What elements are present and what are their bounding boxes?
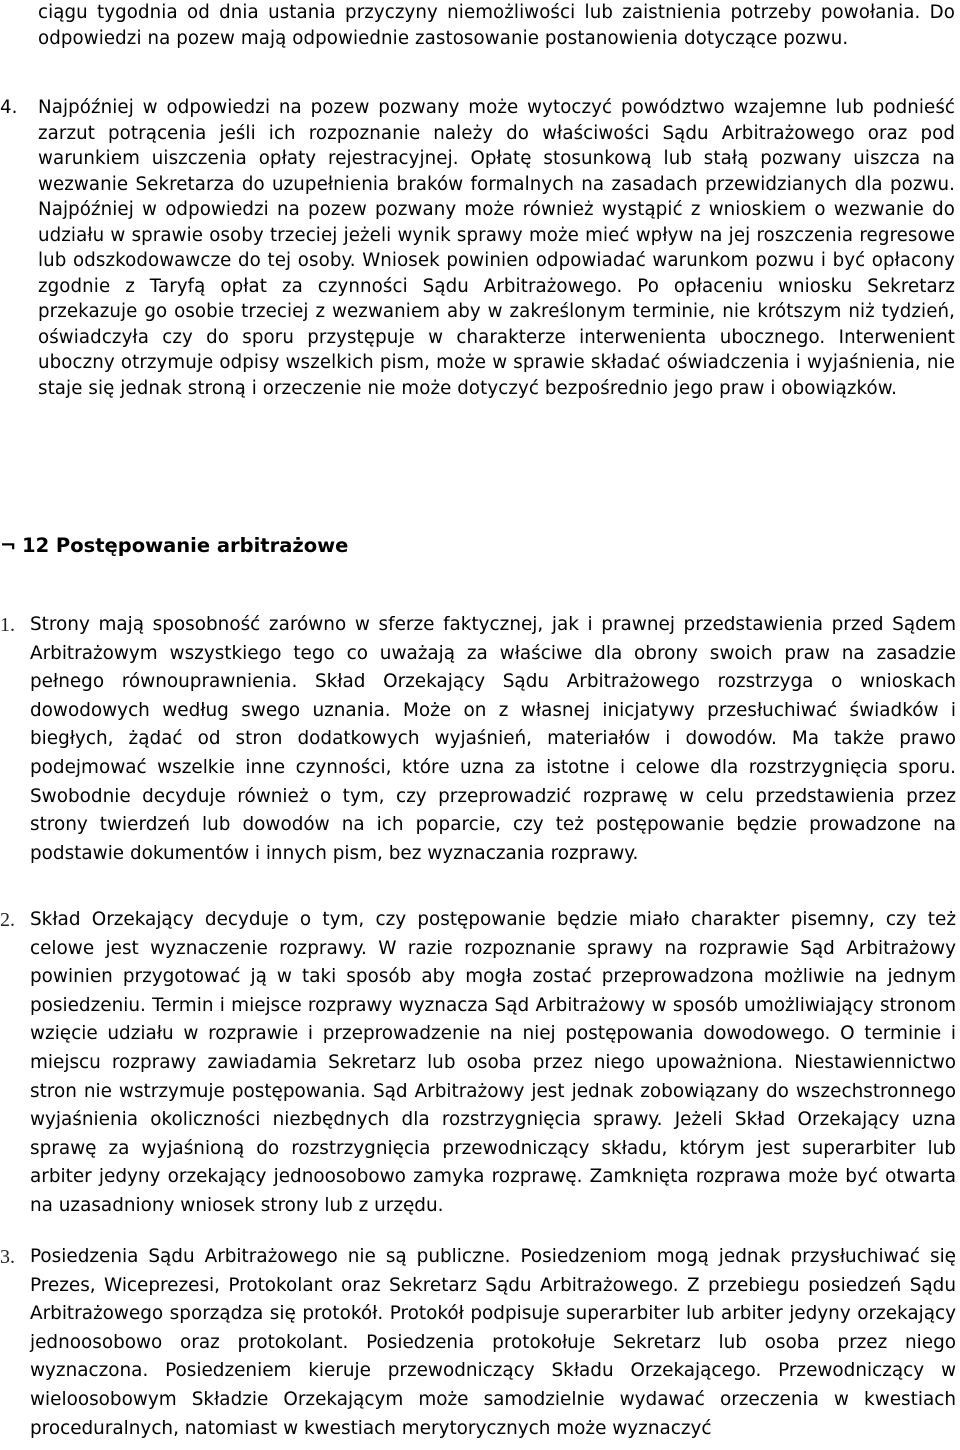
list-item-number: 2. [0, 909, 15, 931]
point-4-number: 4. [0, 97, 18, 118]
section-title: 12 Postępowanie arbitrażowe [22, 534, 349, 557]
list-item-text: Strony mają sposobność zarówno w sferze faktycznej, jak i prawnej przedstawienia przed Sądem Arbitrażowym wszystkiego tego co uważają za właściwe dla obrony swoich praw na zasadzie pełnego równouprawnienia. Skład Orzekający Sądu Arbitrażowego rozstrzyga o wnioskach dowodowych według swego uznania. Może on z własnej inicjatywy przesłuchiwać świadków i biegłych, żądać od stron dodatkowych wyjaśnień, materiałów i dowodów. Ma także prawo podejmować wszelkie inne czynności, które uzna za istotne i celowe dla rozstrzygnięcia sporu. Swobodnie decyduje również o tym, czy przeprowadzić rozprawę w celu przedstawienia przez strony twierdzeń lub dowodów na ich poparcie, czy też postępowanie będzie prowadzone na podstawie dokumentów i innych pism, bez wyznaczania rozprawy. [30, 614, 956, 864]
list-item-number: 1. [0, 614, 15, 636]
paragraph-continuation: ciągu tygodnia od dnia ustania przyczyny niemożliwości lub zaistnienia potrzeby powołania. Do odpowiedzi na pozew mają odpowiednie zastosowanie postanowienia dotyczące pozwu. [38, 2, 955, 49]
list-item-number: 3. [0, 1246, 15, 1268]
section-heading [0, 530, 960, 562]
point-4-text: Najpóźniej w odpowiedzi na pozew pozwany może wytoczyć powództwo wzajemne lub podnieść zarzut potrącenia jeśli ich rozpoznanie należy do właściwości Sądu Arbitrażowego oraz pod warunkiem uiszczenia opłaty rejestracyjnej. Opłatę stosunkową lub stałą pozwany uiszcza na wezwanie Sekretarza do uzupełnienia braków formalnych na zasadach przewidzianych dla pozwu. Najpóźniej w odpowiedzi na pozew pozwany może również wystąpić z wnioskiem o wezwanie do udziału w sprawie osoby trzeciej jeżeli wynik sprawy może mieć wpływ na jej roszczenia regresowe lub odszkodowawcze do tej osoby. Wniosek powinien odpowiadać warunkom pozwu i być opłacony zgodnie z Taryfą opłat za czynności Sądu Arbitrażowego. Po opłaceniu wniosku Sekretarz przekazuje go osobie trzeciej z wezwaniem aby w zakreślonym terminie, nie krótszym niż tydzień, oświadczyła czy do sporu przystępuje w charakterze interwenienta ubocznego. Interwenient uboczny otrzymuje odpisy wszelkich pism, może w sprawie składać oświadczenia i wyjaśnienia, nie staje się jednak stroną i orzeczenie nie może dotyczyć bezpośrednio jego praw i obowiązków. [38, 97, 955, 399]
list-item-text: Skład Orzekający decyduje o tym, czy postępowanie będzie miało charakter pisemny, czy też celowe jest wyznaczenie rozprawy. W razie rozpoznanie sprawy na rozprawie Sąd Arbitrażowy powinien przygotować ją w taki sposób aby mogła zostać przeprowadzona możliwie na jednym posiedzeniu. Termin i miejsce rozprawy wyznacza Sąd Arbitrażowy w sposób umożliwiający stronom wzięcie udziału w rozprawie i przeprowadzenie na niej postępowania dowodowego. O terminie i miejscu rozprawy zawiadamia Sekretarz lub osoba przez niego upoważniona. Niestawiennictwo stron nie wstrzymuje postępowania. Sąd Arbitrażowy jest jednak zobowiązany do wszechstronnego wyjaśnienia okoliczności niezbędnych dla rozstrzygnięcia sprawy. Jeżeli Skład Orzekający uzna sprawę za wyjaśnioną do rozstrzygnięcia przewodniczący składu, którym jest superarbiter lub arbiter jedyny orzekający jednoosobowo zamyka rozprawę. Zamknięta rozprawa może być otwarta na uzasadniony wniosek strony lub z urzędu. [30, 909, 956, 1216]
list-item-1 [0, 611, 956, 868]
list-item-2 [0, 906, 956, 1221]
list-item-text: Posiedzenia Sądu Arbitrażowego nie są publiczne. Posiedzeniom mogą jednak przysłuchiwać się Prezes, Wiceprezesi, Protokolant oraz Sekretarz Sądu Arbitrażowego. Z przebiegu posiedzeń Sądu Arbitrażowego sporządza się protokół. Protokół podpisuje superarbiter lub arbiter jedyny orzekający jednoosobowo oraz protokolant. Posiedzenia protokołuje Sekretarz lub osoba przez niego wyznaczona. Posiedzeniem kieruje przewodniczący Składu Orzekającego. Przewodniczący w wieloosobowym Składzie Orzekającym może samodzielnie wydawać orzeczenia w kwestiach proceduralnych, natomiast w kwestiach merytorycznych może wyznaczyć [30, 1246, 956, 1439]
heading-bullet-icon: ¬ [0, 534, 17, 557]
list-item-3 [0, 1243, 956, 1443]
point-4 [0, 95, 955, 401]
